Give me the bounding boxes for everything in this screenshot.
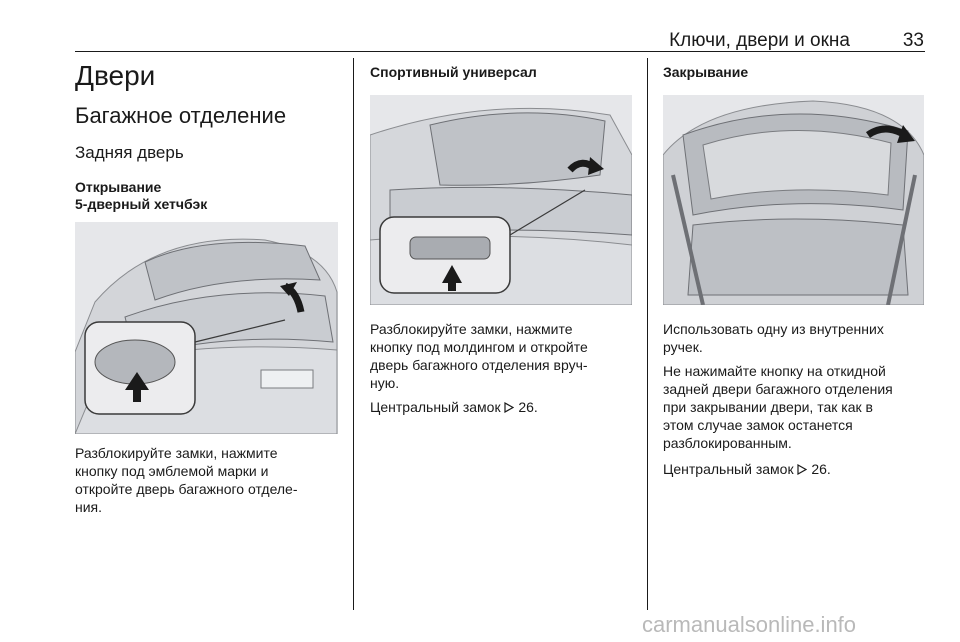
triangle-right-icon <box>797 461 811 477</box>
text-line: Разблокируйте замки, нажмите <box>75 445 278 461</box>
sports-tourer-illustration <box>370 95 632 305</box>
column-divider-2 <box>647 58 648 610</box>
reference-text: Центральный замок <box>663 461 794 477</box>
triangle-right-icon <box>504 399 518 415</box>
col1-subheading: 5-дверный хетчбэк <box>75 196 208 212</box>
text-line: разблокированным. <box>663 435 792 451</box>
text-line: ручек. <box>663 339 703 355</box>
section-subtitle: Багажное отделение <box>75 103 287 128</box>
text-line: Использовать одну из внутренних <box>663 321 884 337</box>
col2-heading: Спортивный универсал <box>370 64 537 80</box>
reference-page[interactable]: 26. <box>811 461 831 477</box>
text-line: задней двери багажного отделения <box>663 381 893 397</box>
text-line: Разблокируйте замки, нажмите <box>370 321 573 337</box>
col1-heading: Открывание <box>75 179 162 195</box>
text-line: этом случае замок останется <box>663 417 853 433</box>
col2-paragraph <box>370 320 640 392</box>
section-title: Двери <box>75 60 156 91</box>
col1-paragraph <box>75 444 345 516</box>
topic-title: Задняя дверь <box>75 143 184 162</box>
col2-reference <box>370 398 640 416</box>
hatchback-illustration <box>75 222 338 434</box>
page-number: 33 <box>902 30 924 51</box>
header-title: Ключи, двери и окна <box>669 30 850 51</box>
col3-heading: Закрывание <box>663 64 749 80</box>
text-line: при закрывании двери, так как в <box>663 399 873 415</box>
text-line: дверь багажного отделения вруч- <box>370 357 588 373</box>
text-line: кнопку под эмблемой марки и <box>75 463 269 479</box>
reference-page[interactable]: 26. <box>518 399 538 415</box>
column-divider-1 <box>353 58 354 610</box>
col3-paragraph-2 <box>663 362 933 452</box>
closing-illustration <box>663 95 924 305</box>
text-line: ния. <box>75 499 103 515</box>
reference-text: Центральный замок <box>370 399 501 415</box>
header-rule <box>75 51 925 52</box>
col3-paragraph-1 <box>663 320 933 356</box>
watermark-text: carmanualsonline <box>642 612 815 637</box>
text-line: Не нажимайте кнопку на откидной <box>663 363 886 379</box>
watermark-suffix: .info <box>814 612 857 637</box>
text-line: ную. <box>370 375 400 391</box>
text-line: кнопку под молдингом и откройте <box>370 339 588 355</box>
col3-reference <box>663 460 933 478</box>
text-line: откройте дверь багажного отделе- <box>75 481 298 497</box>
watermark <box>642 612 856 638</box>
